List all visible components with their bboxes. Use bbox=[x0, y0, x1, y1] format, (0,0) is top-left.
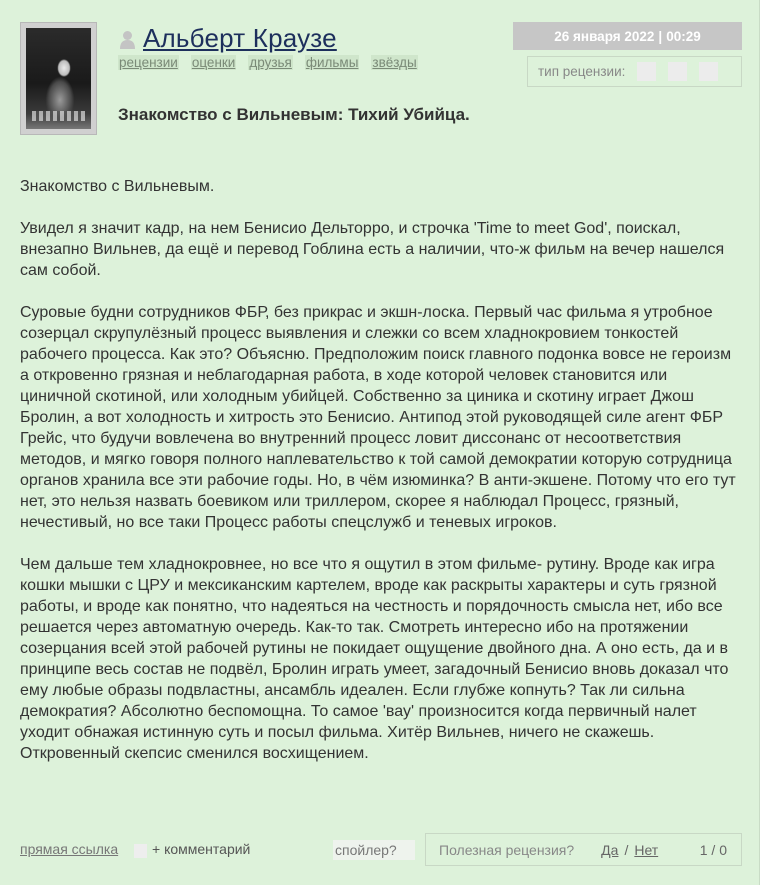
review-time: 00:29 bbox=[666, 28, 701, 44]
author-link-reviews[interactable]: рецензии bbox=[119, 55, 178, 70]
review-title: Знакомство с Вильневым: Тихий Убийца. bbox=[118, 105, 470, 124]
vote-count: 1 / 0 bbox=[699, 841, 727, 858]
review-type-option-positive[interactable] bbox=[637, 62, 656, 81]
review-type-option-neutral[interactable] bbox=[668, 62, 687, 81]
review-paragraph: Увидел я значит кадр, на нем Бенисио Дельторро, и строчка 'Time to meet God', поискал, внезапно Вильнев, да ещё и перевод Гоблина есть а наличии, что-ж фильм на вечер нашелся сам собой. bbox=[20, 220, 725, 279]
review-type-label: тип рецензии: bbox=[538, 64, 626, 79]
review-paragraph: Знакомство с Вильневым. bbox=[20, 178, 215, 195]
author-links bbox=[118, 55, 418, 70]
vote-yes-link[interactable]: Да bbox=[601, 841, 619, 858]
datetime-separator: | bbox=[658, 28, 663, 44]
spoiler-button[interactable]: спойлер? bbox=[333, 840, 415, 860]
vote-separator: / bbox=[624, 841, 629, 858]
review-type-option-negative[interactable] bbox=[699, 62, 718, 81]
user-icon bbox=[119, 30, 136, 49]
review-body bbox=[20, 176, 742, 785]
review-paragraph: Чем дальше тем хладнокровнее, но все что я ощутил в этом фильме- рутину. Вроде как игра кошки мышки с ЦРУ и мексиканским картелем, вроде как раскрыты характеры и суть грязной работы, и вроде как понятно, что надеяться на честность и порядочность смысла нет, ибо все решается через автоматную очередь. Как-то так. Смотреть интересно ибо на протяжении созерцания всей этой рабочей рутины не покидает ощущение двойного дна. А оно есть, да и в принципе весь состав не подвёл, Бролин играть умеет, загадочный Бенисио вновь доказал что ему любые образы подвластны, ансамбль идеален. Если глубже копнуть? Так ли сильна демократия? Абсолютно беспомощна. То самое 'вау' произносится когда первичный налет уходит обнажая истинную суть и посыл фильма. Хитёр Вильнев, ничего не скажешь. Откровенный скепсис сменился восхищением. bbox=[20, 556, 729, 762]
useful-label: Полезная рецензия? bbox=[439, 841, 575, 858]
avatar-image bbox=[26, 28, 91, 129]
review-paragraph: Суровые будни сотрудников ФБР, без прикрас и экшн-лоска. Первый час фильма я утробное созерцал скрупулёзный процесс выявления и слежки со всем хладнокровием тонкостей рабочего процесса. Как это? Объясню. Предположим поиск главного подонка вовсе не героизм а откровенно грязная и неблагодарная работа, в ходе которой человек становится или циничной скотиной, или холодным убийцей. Собственно за циника и скотину играет Джош Бролин, а вот холодность и хитрость это Бенисио. Антипод этой руководящей силе агент ФБР Грейс, что будучи вовлечена во внутренний процесс ловит диссонанс от несоответствия методов, и мягко говоря полного наплевательство к той самой демократии которую сотрудница органов хранила все эти рабочие годы. Но, в чём изюминка? В анти-экшене. Потому что его тут нет, это нельзя назвать боевиком или триллером, скорее я наблюдал Процесс, грязный, нечестивый, но все таки Процесс работы спецслужб и теневых игроков. bbox=[20, 304, 736, 531]
author-link-friends[interactable]: друзья bbox=[249, 55, 292, 70]
author-link-ratings[interactable]: оценки bbox=[191, 55, 236, 70]
permalink[interactable]: прямая ссылка bbox=[20, 841, 119, 857]
vote-no-link[interactable]: Нет bbox=[634, 841, 659, 858]
useful-vote-box bbox=[425, 833, 742, 866]
author-link-films[interactable]: фильмы bbox=[305, 55, 359, 70]
review-datetime bbox=[513, 22, 742, 50]
add-comment-link[interactable]: + комментарий bbox=[152, 841, 251, 857]
author-name-link[interactable]: Альберт Краузе bbox=[143, 23, 337, 53]
author-link-stars[interactable]: звёзды bbox=[372, 55, 417, 70]
review-date: 26 января 2022 bbox=[554, 28, 655, 44]
comment-icon bbox=[134, 844, 147, 858]
review-type-box bbox=[527, 56, 742, 87]
avatar[interactable] bbox=[20, 22, 97, 135]
